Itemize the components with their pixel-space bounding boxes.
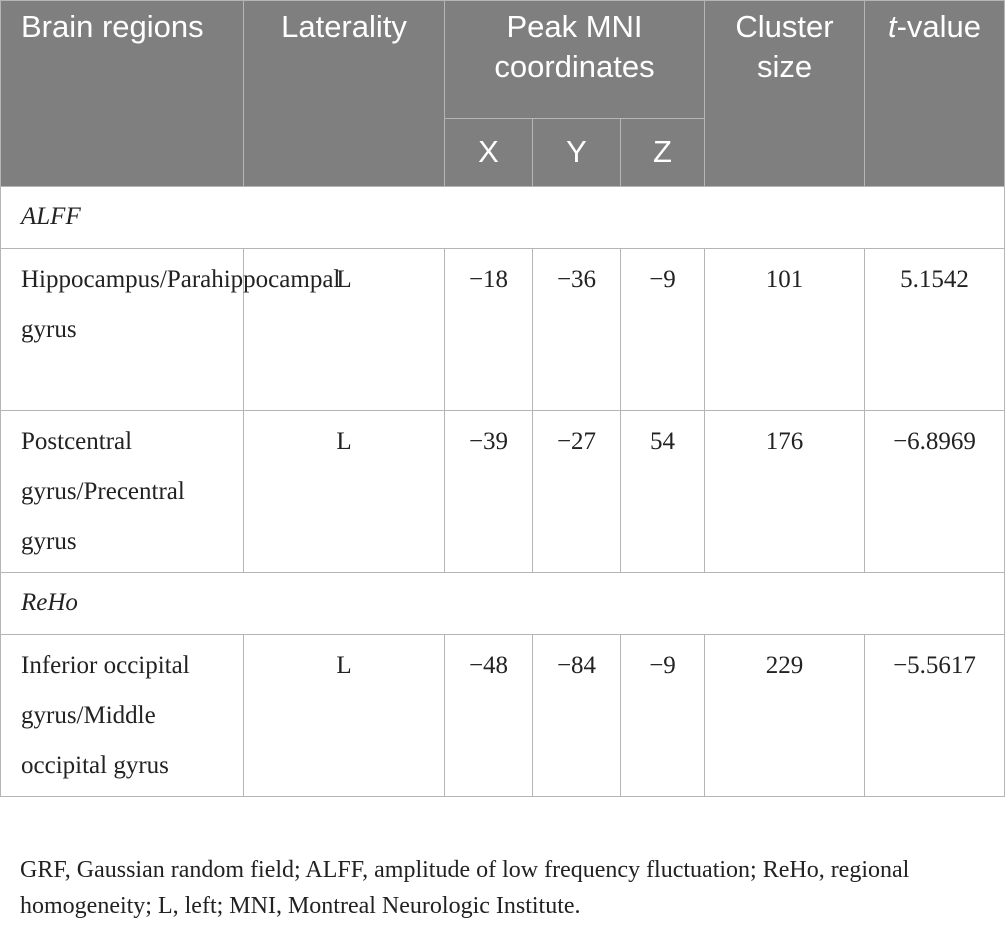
cell-z: −9 [621, 635, 705, 797]
table-row [1, 249, 1005, 411]
cell-x: −48 [445, 635, 533, 797]
cell-x: −18 [445, 249, 533, 411]
header-brain-regions: Brain regions [1, 1, 244, 187]
cell-region: Postcentral gyrus/Precentral gyrus [1, 411, 244, 573]
header-x: X [445, 119, 533, 187]
header-t-rest: -value [896, 9, 982, 44]
cell-laterality: L [244, 411, 445, 573]
cell-z: 54 [621, 411, 705, 573]
header-y: Y [533, 119, 621, 187]
cell-laterality: L [244, 635, 445, 797]
cell-cluster-size: 101 [705, 249, 865, 411]
cell-t-value: −6.8969 [865, 411, 1005, 573]
cell-region: Inferior occipital gyrus/Middle occipital gyrus [1, 635, 244, 797]
cell-t-value: −5.5617 [865, 635, 1005, 797]
section-label-alff: ALFF [1, 187, 1005, 249]
header-z: Z [621, 119, 705, 187]
section-label-reho: ReHo [1, 573, 1005, 635]
cell-y: −36 [533, 249, 621, 411]
header-t-value [865, 1, 1005, 187]
cell-z: −9 [621, 249, 705, 411]
cell-cluster-size: 176 [705, 411, 865, 573]
cell-cluster-size: 229 [705, 635, 865, 797]
table-body [1, 187, 1005, 797]
table-footnote: GRF, Gaussian random field; ALFF, amplitude of low frequency fluctuation; ReHo, regional homogeneity; L, left; MNI, Montreal Neurologic Institute. [20, 857, 910, 919]
cell-x: −39 [445, 411, 533, 573]
cell-region: Hippocampus/Parahippocampal gyrus [1, 249, 244, 411]
cell-t-value: 5.1542 [865, 249, 1005, 411]
header-peak-mni: Peak MNI coordinates [445, 1, 705, 119]
table-row [1, 411, 1005, 573]
table-row [1, 635, 1005, 797]
cell-laterality: L [244, 249, 445, 411]
cell-y: −27 [533, 411, 621, 573]
table-header [1, 1, 1005, 187]
header-t-italic: t [887, 9, 897, 44]
cell-y: −84 [533, 635, 621, 797]
header-cluster-size: Cluster size [705, 1, 865, 187]
header-laterality: Laterality [244, 1, 445, 187]
